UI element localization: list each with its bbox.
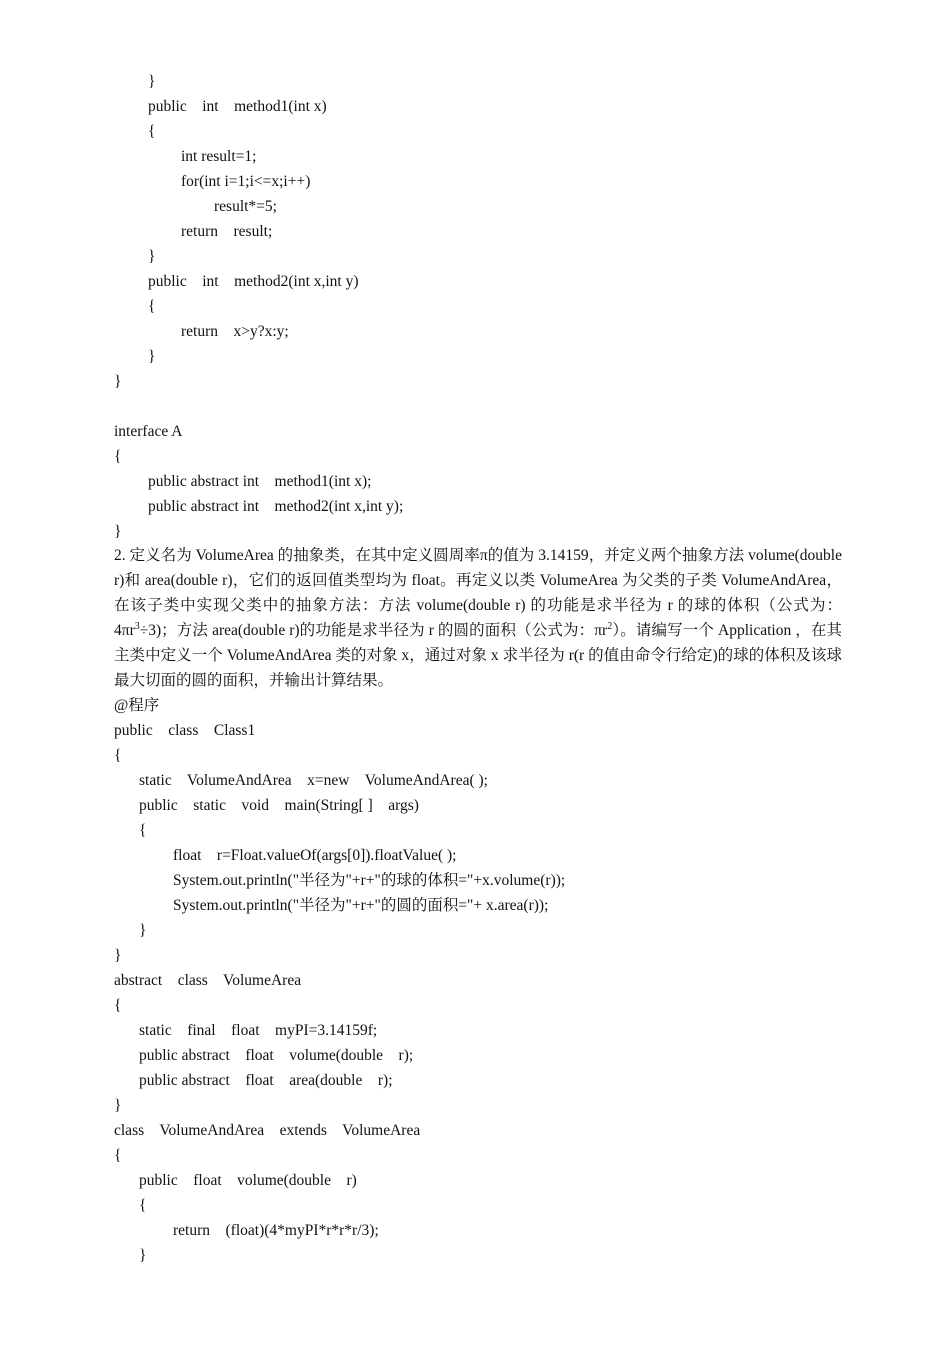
code-line: { xyxy=(114,448,122,465)
code-line: public abstract int method1(int x); xyxy=(148,473,372,490)
code-line: } xyxy=(114,373,122,390)
code-line: float r=Float.valueOf(args[0]).floatValue( ); xyxy=(173,847,457,864)
code-line: interface A xyxy=(114,423,183,440)
code-line: class VolumeAndArea extends VolumeArea xyxy=(114,1122,421,1139)
code-line: { xyxy=(139,1197,147,1214)
code-line: } xyxy=(139,922,147,939)
code-line: static final float myPI=3.14159f; xyxy=(139,1022,378,1039)
code-line: static VolumeAndArea x=new VolumeAndArea( ); xyxy=(139,772,488,789)
code-line: public class Class1 xyxy=(114,722,256,739)
code-line: } xyxy=(148,248,156,265)
code-line: } xyxy=(148,73,156,90)
code-line: for(int i=1;i<=x;i++) xyxy=(181,173,311,190)
code-line: return x>y?x:y; xyxy=(181,323,289,340)
code-line: } xyxy=(114,947,122,964)
superscript: 3 xyxy=(134,620,140,632)
code-line: int result=1; xyxy=(181,148,257,165)
question-paragraph xyxy=(114,543,842,693)
code-line: public static void main(String[ ] args) xyxy=(139,797,419,814)
question-text: ）。请编写一个 Application ，在其主类中定义一个 VolumeAndArea 类的对象 x，通过对象 x 求半径为 r(r 的值由命令行给定)的球的体积及该球最大切面的圆的面积，并输出计算结果。 xyxy=(114,622,842,689)
code-line: System.out.println("半径为"+r+"的球的体积="+x.volume(r)); xyxy=(173,872,566,889)
code-line: abstract class VolumeArea xyxy=(114,972,302,989)
code-line: return result; xyxy=(181,223,273,240)
code-line: { xyxy=(114,1147,122,1164)
code-line: public abstract float volume(double r); xyxy=(139,1047,414,1064)
code-line: public int method1(int x) xyxy=(148,98,327,115)
code-line: } xyxy=(148,348,156,365)
code-line: } xyxy=(114,1097,122,1114)
code-line: { xyxy=(148,298,156,315)
code-line: { xyxy=(148,123,156,140)
code-line: @程序 xyxy=(114,697,160,714)
code-line: public float volume(double r) xyxy=(139,1172,357,1189)
code-line: public abstract int method2(int x,int y); xyxy=(148,498,404,515)
question-text: ÷3)；方法 area(double r)的功能是求半径为 r 的圆的面积（公式为：πr xyxy=(139,622,608,639)
code-line: { xyxy=(139,822,147,839)
code-line: { xyxy=(114,747,122,764)
code-line: } xyxy=(114,523,122,540)
question-text: 2. 定义名为 VolumeArea 的抽象类，在其中定义圆周率π的值为 3.14159，并定义两个抽象方法 volume(double r)和 area(double r)，它们的返回值类型均为 float。再定义以类 VolumeArea 为父类的子类 VolumeAndArea，在该子类中实现父类中的抽象方法：方法 volume(double r) 的功能是求半径为 r 的球的体积（公式为：4πr xyxy=(114,547,842,639)
code-line: { xyxy=(114,997,122,1014)
code-line: System.out.println("半径为"+r+"的圆的面积="+ x.area(r)); xyxy=(173,897,549,914)
code-line: public int method2(int x,int y) xyxy=(148,273,359,290)
code-line: } xyxy=(139,1247,147,1264)
code-line: return (float)(4*myPI*r*r*r/3); xyxy=(173,1222,379,1239)
code-line: public abstract float area(double r); xyxy=(139,1072,393,1089)
code-line: result*=5; xyxy=(214,198,277,215)
superscript: 2 xyxy=(607,620,613,632)
